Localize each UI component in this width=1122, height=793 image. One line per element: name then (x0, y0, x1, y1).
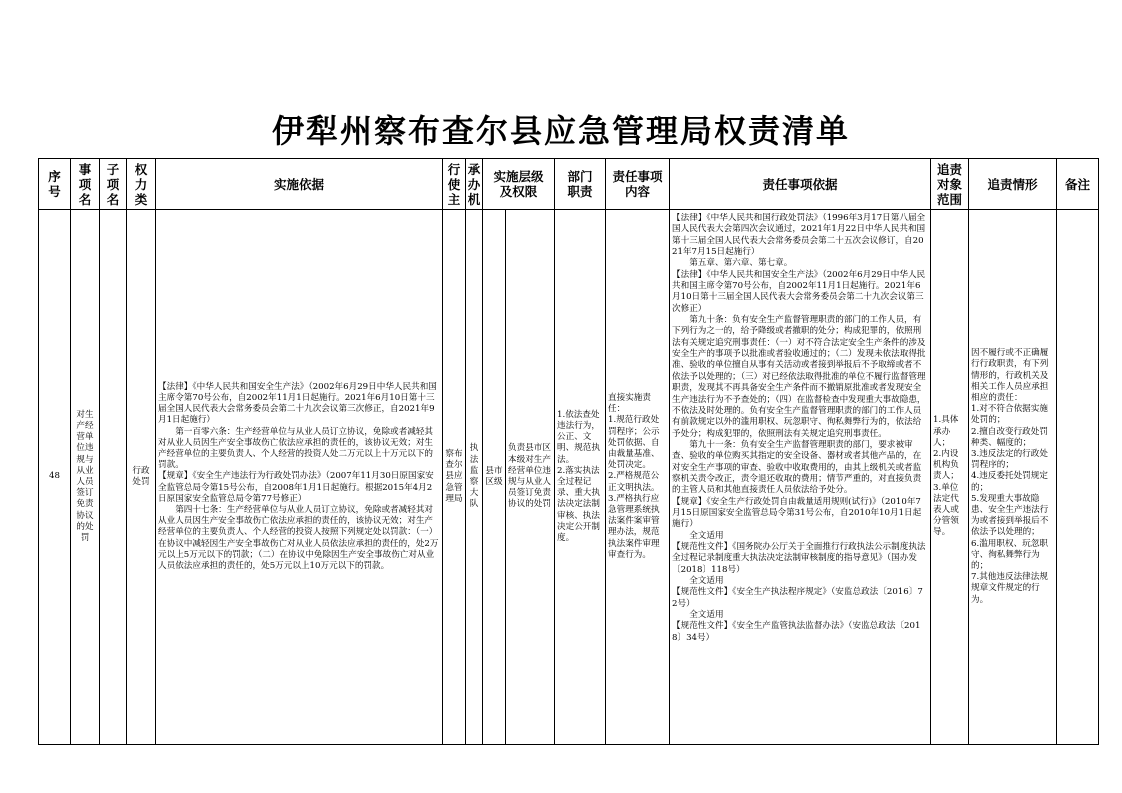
header-duty: 部门 职责 (555, 159, 606, 210)
cell-basis: 【法律】《中华人民共和国安全生产法》（2002年6月29日中华人民共和国主席令第70号公布，自2002年11月1日起施行。2021年6月10日第十三届全国人民代表大会常务委员会第二十九次会议第三次修正，自2021年9月1日起施行） 第一百零六条：生产经营单位与从业人员订立协议，免除或者减轻其对从业人员因生产安全事故伤亡依法应承担的责任的，该协议无效；对生产经营单位的主要负责人、个人经营的投资人处二万元以上十万元以下的罚款。 【规章】《安全生产违法行为行政处罚办法》（2007年11月30日原国家安全监管总局令第15号公布，自2008年1月1日起施行。根据2015年4月2日原国家安全监管总局令第77号修正） 第四十七条：生产经营单位与从业人员订立协议，免除或者减轻其对从业人员因生产安全事故伤亡依法应承担的责任的，该协议无效；对生产经营单位的主要负责人、个人经营的投资人按照下列规定处以罚款：（一）在协议中减轻因生产安全事故伤亡对从业人员依法应承担的责任的，处2万元以上5万元以下的罚款；（二）在协议中免除因生产安全事故伤亡对从业人员依法应承担的责任的，处5万元以上10万元以下的罚款。 (156, 210, 443, 745)
cell-level-scope: 负责县市区本级对生产经营单位违规与从业人员签订免责协议的处罚 (506, 210, 555, 745)
header-subject: 行 使 主 (443, 159, 466, 210)
cell-situation: 因不履行或不正确履行行政职责，有下列情形的，行政机关及相关工作人员应承担相应的责任： 1.对不符合依据实施处罚的； 2.擅自改变行政处罚种类、幅度的； 3.违反法定的行政处罚程序的； 4.违反委托处罚规定的； 5.发现重大事故隐患、安全生产违法行为或者接到举报后不依法予以处理的； 6.滥用职权、玩忽职守、徇私舞弊行为的； 7.其他违反法律法规规章文件规定的行为。 (969, 210, 1057, 745)
header-row (39, 159, 1099, 210)
cell-duty: 1.依法查处违法行为，公正、文明、规范执法。 2.落实执法全过程记录、重大执法决定法制审核、执法决定公开制度。 (555, 210, 606, 745)
cell-note (1057, 210, 1099, 745)
cell-item-name: 对生产经营单位违规与从业人员签订免责协议的处罚 (71, 210, 100, 745)
cell-power-type: 行政处罚 (127, 210, 156, 745)
cell-content: 直接实施责任： 1.规范行政处罚程序；公示处罚依据、自由裁量基准、处罚决定。 2.严格规范公正文明执法。 3.严格执行应急管理系统执法案件案审管理办法，规范执法案件审理审查行为。 (606, 210, 670, 745)
header-note: 备注 (1057, 159, 1099, 210)
header-level: 实施层级 及权限 (483, 159, 555, 210)
page-title: 伊犁州察布查尔县应急管理局权责清单 (271, 112, 850, 150)
rights-responsibilities-table (38, 158, 1099, 745)
cell-level-tier: 县市区级 (483, 210, 506, 745)
cell-resp-basis (670, 210, 931, 745)
resp-basis-text: 【法律】《中华人民共和国行政处罚法》（1996年3月17日第八届全国人民代表大会第四次会议通过，2021年1月22日中华人民共和国第十三届全国人民代表大会常务委员会第二十五次会议修订，自2021年7月15日起施行） 第五章、第六章、第七章。 【法律】《中华人民共和国安全生产法》（2002年6月29日中华人民共和国主席令第70号公布，自2002年11月1日起施行。2021年6月10日第十三届全国人民代表大会常务委员会第二十九次会议第三次修正） 第九十条：负有安全生产监督管理职责的部门的工作人员，有下列行为之一的，给予降级或者撤职的处分；构成犯罪的，依照刑法有关规定追究刑事责任：（一）对不符合法定安全生产条件的涉及安全生产的事项予以批准或者验收通过的；（二）发现未依法取得批准、验收的单位擅自从事有关活动或者接到举报后不予取缔或者不依法予以处理的；（三）对已经依法取得批准的单位不履行监督管理职责，发现其不再具备安全生产条件而不撤销原批准或者发现安全生产违法行为不予查处的；（四）在监督检查中发现重大事故隐患，不依法及时处理的。负有安全生产监督管理职责的部门的工作人员有前款规定以外的滥用职权、玩忽职守、徇私舞弊行为的，依法给予处分；构成犯罪的，依照刑法有关规定追究刑事责任。 第九十一条：负有安全生产监督管理职责的部门，要求被审查、验收的单位购买其指定的安全设备、器材或者其他产品的，在对安全生产事项的审查、验收中收取费用的，由其上级机关或者监察机关责令改正，责令退还收取的费用；情节严重的，对直接负责的主管人员和其他直接责任人员依法给予处分。 【规章】《安全生产行政处罚自由裁量适用规则(试行)》（2010年7月15日原国家安全监管总局令第31号公布，自2010年10月1日起施行） 全文适用 【规范性文件】《国务院办公厅关于全面推行行政执法公示制度执法全过程记录制度重大执法决定法制审核制度的指导意见》（国办发〔2018〕118号） 全文适用 【规范性文件】《安全生产执法程序规定》（安监总政法〔2016〕72号） 全文适用 【规范性文件】《安全生产监管执法监督办法》（安监总政法〔2018〕34号） (672, 213, 926, 643)
header-situation: 追责情形 (969, 159, 1057, 210)
header-scope: 追责 对象 范围 (931, 159, 969, 210)
header-organ: 承 办 机 (466, 159, 483, 210)
header-resp-basis: 责任事项依据 (670, 159, 931, 210)
header-subitem-name: 子 项 名 (100, 159, 127, 210)
cell-organ: 执法监察大队 (466, 210, 483, 745)
header-content: 责任事项 内容 (606, 159, 670, 210)
header-basis: 实施依据 (156, 159, 443, 210)
table-row (39, 210, 1099, 745)
cell-scope: 1.具体承办人； 2.内设机构负责人； 3.单位法定代表人或分管领导。 (931, 210, 969, 745)
cell-subitem-name (100, 210, 127, 745)
header-seq: 序 号 (39, 159, 71, 210)
cell-subject: 察布查尔县应急管理局 (443, 210, 466, 745)
header-item-name: 事 项 名 (71, 159, 100, 210)
cell-seq: 48 (39, 210, 71, 745)
header-power-type: 权 力 类 (127, 159, 156, 210)
